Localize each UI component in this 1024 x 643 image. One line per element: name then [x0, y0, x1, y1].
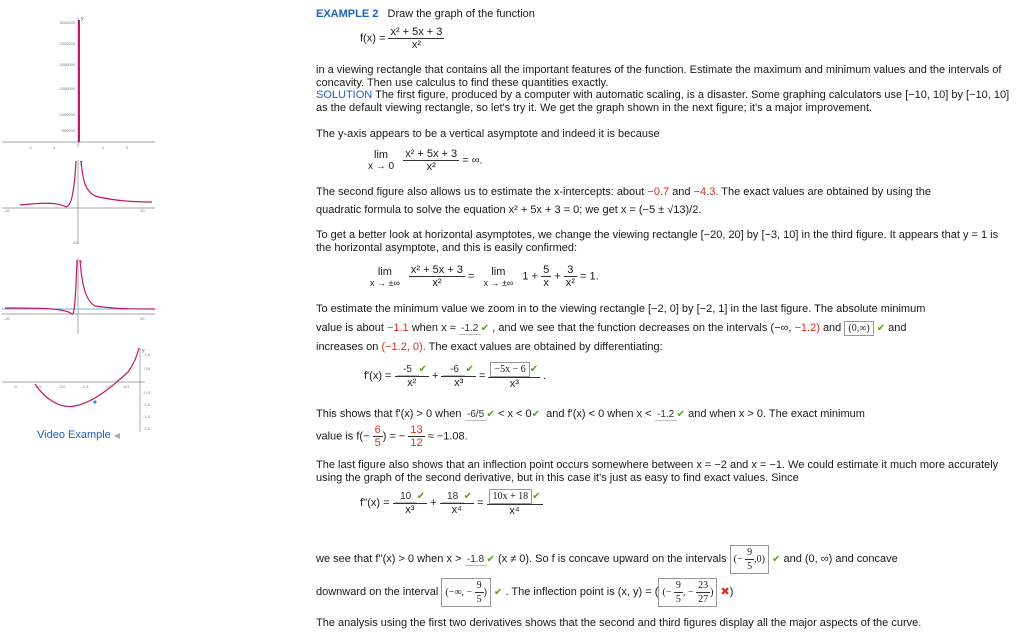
fx-label: f(x): [360, 32, 376, 45]
text: and: [888, 322, 907, 334]
fprime-result-den: x³: [488, 377, 540, 390]
paragraph-minimum-1: To estimate the minimum value we zoom in to the viewing rectangle [−2, 0] by [−2, 1] in the last figure. The absolute minimum: [316, 303, 926, 315]
plot1-xtick: -1: [52, 145, 56, 150]
lim-sub: x → ±∞: [370, 277, 400, 288]
graph-zoomed-minimum: [0, 344, 160, 434]
fdouble-label: f''(x) =: [360, 496, 390, 509]
check-icon: ✔: [676, 409, 686, 420]
approx-value: ≈ −1.08.: [427, 430, 468, 443]
fdouble-term1-answer[interactable]: 10: [395, 491, 417, 503]
paragraph-minimum-3: [316, 341, 663, 353]
plot2-bottom: -10: [72, 240, 78, 245]
text: This shows that f'(x) > 0 when: [316, 408, 462, 420]
graph-standard-window: [0, 158, 160, 248]
plot1-ytick: 1500000: [59, 86, 75, 91]
lim-num: x² + 5x + 3: [410, 264, 463, 276]
min-x-answer[interactable]: -1.2: [459, 323, 481, 335]
text: downward on the interval: [316, 585, 439, 598]
text: when x ≈: [411, 322, 456, 334]
equals: =: [477, 496, 484, 509]
one-plus: 1 +: [522, 270, 538, 283]
paragraph-concavity-2: downward on the interval (−∞, − $\frac{9}{5}$ ) ✔ . The inflection point is (x, y) = ( (− $\frac{9}{5}$ , − $\frac{23}{27}$ ) ✖): [316, 580, 734, 605]
second-derivative: [360, 489, 543, 517]
fx-numerator: x² + 5x + 3: [390, 26, 443, 38]
fprime-label: f'(x) =: [364, 369, 392, 382]
check-icon: ✔: [532, 491, 541, 502]
lim-den: x²: [432, 277, 442, 289]
check-icon: ✔: [480, 323, 490, 334]
decrease-end-answer[interactable]: -1.2: [655, 409, 677, 421]
plot4-xtick: -1.5: [81, 384, 89, 389]
check-icon: ✔: [418, 364, 427, 375]
text: and f'(x) < 0 when x <: [546, 408, 652, 420]
frac-num: 3: [564, 264, 577, 277]
equals: =: [467, 270, 475, 283]
concave-down-answer-box[interactable]: (−∞, − $\frac{9}{5}$ ): [441, 578, 491, 607]
text: we see that f''(x) > 0 when x >: [316, 552, 462, 565]
text: and (0, ∞) and concave: [783, 552, 898, 565]
fprime-term1-answer[interactable]: -5: [397, 364, 419, 376]
plot1-xtick: 2: [125, 145, 129, 150]
paragraph-asymptote: The y-axis appears to be a vertical asymptote and indeed it is because: [316, 128, 660, 140]
fdouble-term1-den: x³: [405, 504, 415, 516]
first-derivative: [364, 362, 546, 390]
plot4-ytick: 1.0: [144, 352, 150, 357]
limit-at-zero: [368, 148, 483, 173]
lim-sub: x → ±∞: [483, 277, 514, 288]
frac-num: 9: [675, 580, 681, 591]
increase-start-answer[interactable]: -6/5: [465, 409, 487, 421]
graph-wide-window: [0, 256, 160, 336]
fprime-term2-den: x³: [454, 377, 464, 389]
fprime-term2-answer[interactable]: -6: [443, 364, 465, 376]
plot4-ytick: -1.0: [143, 402, 150, 407]
paragraph-derivative-sign: [316, 408, 865, 421]
x-intercept-2: −4.3.: [693, 186, 719, 198]
fprime-term1-den: x²: [407, 377, 417, 389]
cross-icon: ✖: [720, 585, 730, 598]
frac-den: x: [543, 277, 549, 289]
concave-up-answer-box[interactable]: (− $\frac{9}{5}$ ,0): [730, 545, 769, 574]
plot2-y-label: y: [80, 160, 83, 166]
paragraph-intercepts-2: quadratic formula to solve the equation x² + 5x + 3 = 0; we get x = (−5 ± √13)/2.: [316, 204, 702, 216]
plot2-x-right: 10: [140, 208, 145, 213]
fprime-result-answer[interactable]: −5x − 6: [490, 362, 529, 377]
plot4-xtick: -2.0: [58, 384, 66, 389]
graph-auto-scaled: [0, 12, 160, 152]
lim-result: = ∞.: [462, 154, 483, 167]
plot1-xtick: -2: [28, 145, 32, 150]
paragraph-intercepts-1: [316, 186, 931, 198]
paragraph-conclusion: The analysis using the first two derivatives shows that the second and third figures display all the major aspects of the curve.: [316, 617, 922, 629]
text: (x ≠ 0). So f is concave upward on the intervals: [497, 552, 727, 565]
interval-answer-box[interactable]: (0,∞): [844, 321, 873, 336]
plot1-ytick: 1000000: [59, 112, 75, 117]
paragraph-minimum-2: [316, 321, 907, 336]
plot2-x-left: -10: [4, 208, 10, 213]
plot1-y-label: y: [81, 16, 84, 22]
paragraph-intro: in a viewing rectangle that contains all the important features of the function. Estimate the maximum and minimum values and the intervals of concavity. Then use calculus to find these quantities exactly.: [316, 64, 1002, 89]
text: and when x > 0. The exact minimum: [688, 408, 865, 420]
intercepts-text: The second figure also allows us to estimate the x-intercepts: about: [316, 186, 645, 198]
decrease-end: −1.2): [794, 322, 820, 334]
plot3-y-label: y: [80, 259, 83, 265]
plot4-y-label: y: [142, 348, 145, 354]
video-example-link[interactable]: [37, 429, 120, 441]
plot1-ytick: 2500000: [59, 41, 75, 46]
frac-num: 6: [374, 424, 381, 436]
plus: +: [430, 496, 437, 509]
exact-minimum: value is f(− $\frac{6}{5}$ ) = − $\frac{13}{12}$ ≈ −1.08.: [316, 424, 468, 449]
check-icon: ✔: [494, 586, 503, 598]
increase-interval: (−1.2, 0).: [381, 341, 426, 353]
plot4-ytick: -2.0: [143, 426, 150, 431]
plot4-xtick: -1.0: [104, 384, 112, 389]
x-intercept-1: −0.7: [647, 186, 670, 198]
frac-den: 5: [374, 437, 381, 449]
frac-den: x²: [565, 277, 575, 289]
paragraph-horizontal: To get a better look at horizontal asymptotes, we change the viewing rectangle [−20, 20] by [−3, 10] in the third figure. It appears that y = 1 is the horizontal asymptote, and this is easily confirmed:: [316, 229, 999, 254]
plus: +: [554, 270, 561, 283]
text: The exact values are obtained by differentiating:: [428, 341, 663, 353]
check-icon: ✔: [416, 491, 426, 502]
plot4-xtick: -2.5: [34, 384, 42, 389]
plot4-ytick: -1.5: [143, 414, 150, 419]
plot1-ytick: 500000: [61, 128, 75, 133]
period: .: [543, 369, 547, 382]
check-icon: ✔: [463, 491, 472, 502]
text: value is: [316, 430, 354, 443]
check-icon: ✔: [529, 364, 539, 375]
plot4-ytick: -0.5: [143, 390, 150, 395]
plot1-xtick: 1: [101, 145, 105, 150]
f-label: f: [356, 430, 360, 443]
plot3-x-right: 20: [140, 316, 145, 321]
lim-text: lim: [374, 149, 389, 161]
frac-den: 5: [675, 594, 681, 605]
plot4-xtick: -3: [13, 384, 17, 389]
lim-num: x² + 5x + 3: [405, 148, 458, 160]
frac-num: 23: [698, 580, 709, 591]
plot4-ytick: 0.5: [144, 366, 150, 371]
intercepts-text-b: The exact values are obtained by using the: [721, 186, 931, 198]
check-icon: ✔: [876, 323, 886, 334]
lim-text: lim: [377, 265, 392, 278]
plot4-xtick: -0.5: [122, 384, 130, 389]
text: , and we see that the function decreases on the intervals (−∞,: [492, 322, 792, 334]
min-estimate: −1.1: [386, 322, 409, 334]
plot1-ytick: 3000000: [59, 20, 75, 25]
function-definition: f(x) = $\frac{\text{x² + 5x + 3}}{\text{x²}}$: [360, 26, 443, 51]
example-label: EXAMPLE 2: [316, 8, 379, 20]
equals: = −: [389, 430, 406, 443]
plot3-x-left: -20: [4, 316, 10, 321]
paragraph-solution: [316, 89, 1016, 115]
fx-denominator: x²: [411, 39, 422, 51]
fdouble-result-den: x⁴: [487, 504, 543, 517]
fdouble-result-answer[interactable]: 10x + 18: [489, 489, 533, 504]
text: value is about: [316, 322, 384, 334]
example-intro: Draw the graph of the function: [387, 8, 535, 20]
frac-den: 27: [698, 594, 709, 605]
frac-den: 5: [476, 594, 482, 605]
frac-num: 9: [476, 580, 482, 591]
inflection-point-answer-box[interactable]: (− $\frac{9}{5}$ , − $\frac{23}{27}$ ): [658, 578, 717, 607]
text: increases on: [316, 341, 379, 353]
lim-result: = 1.: [579, 270, 599, 283]
solution-label: SOLUTION: [316, 89, 373, 101]
text: and: [822, 322, 842, 334]
neg: −: [363, 430, 370, 443]
and-text: and: [672, 186, 691, 198]
equals: =: [478, 369, 486, 382]
check-icon: ✔: [772, 553, 781, 565]
fdouble-term2-den: x⁴: [451, 504, 462, 516]
check-icon: ✔: [486, 409, 495, 420]
frac-den: 5: [747, 561, 753, 572]
solution-text: The first figure, produced by a computer with automatic scaling, is a disaster. Some graphing calculators use [−10, 10] by [−10, 10] as the default viewing rectangle, so let's try it. We get the graph shown in the next figure; it's a major improvement.: [316, 89, 1010, 114]
text: < x < 0: [497, 408, 532, 420]
check-icon: ✔: [531, 409, 541, 420]
video-example-label[interactable]: Video Example: [37, 429, 111, 441]
play-icon: ◀︎: [113, 431, 121, 440]
concave-threshold-answer[interactable]: -1.8: [465, 554, 487, 566]
fdouble-term2-answer[interactable]: 18: [442, 491, 464, 503]
plot1-ytick: 2000000: [59, 62, 75, 67]
lim-text: lim: [491, 265, 506, 278]
lim-sub: x → 0: [368, 161, 395, 172]
check-icon: ✔: [465, 364, 474, 375]
example-header: [316, 8, 535, 20]
plus: +: [431, 369, 439, 382]
frac-num: 5: [543, 264, 550, 276]
lim-den: x²: [426, 161, 436, 173]
frac-den: 12: [410, 437, 423, 449]
frac-num: 9: [747, 547, 753, 558]
check-icon: ✔: [486, 553, 495, 565]
limit-at-infinity: [370, 264, 599, 289]
text: . The inflection point is (x, y) =: [505, 585, 652, 598]
paragraph-concavity-1: [316, 545, 898, 574]
frac-num: 13: [410, 424, 423, 436]
paragraph-inflection: The last figure also shows that an inflection point occurs somewhere between x = −2 and x = −1. We could estimate it much more accurately using the graph of the second derivative, but in this case it's just as easy to find exact values. Since: [316, 459, 999, 484]
